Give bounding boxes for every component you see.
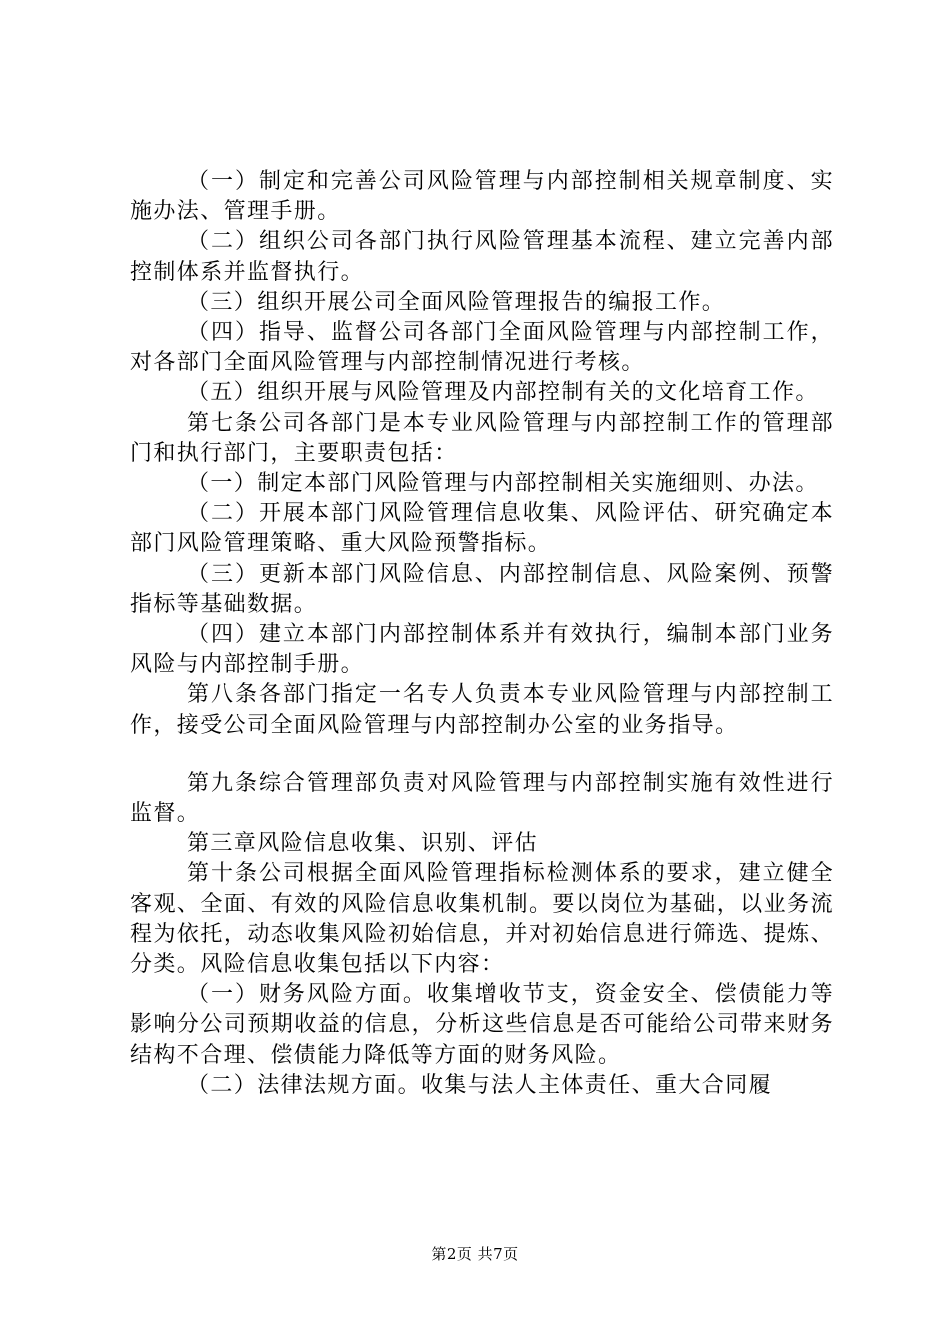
- chapter-heading: 第三章风险信息收集、识别、评估: [187, 831, 539, 857]
- article-8: 第八条各部门指定一名专人负责本专业风险管理与内部控制工作，接受公司全面风险管理与内部控制办公室的业务指导。: [130, 682, 834, 738]
- paragraph-8: （二）开展本部门风险管理信息收集、风险评估、研究确定本部门风险管理策略、重大风险预警指标。: [130, 501, 834, 557]
- document-body: [130, 167, 834, 1101]
- paragraph-1: （一）制定和完善公司风险管理与内部控制相关规章制度、实施办法、管理手册。: [130, 169, 834, 225]
- article-9: 第九条综合管理部负责对风险管理与内部控制实施有效性进行监督。: [130, 770, 834, 827]
- paragraph-4: （四）指导、监督公司各部门全面风险管理与内部控制工作，对各部门全面风险管理与内部控制情况进行考核。: [130, 320, 834, 376]
- article-7: 第七条公司各部门是本专业风险管理与内部控制工作的管理部门和执行部门，主要职责包括：: [130, 410, 834, 466]
- paragraph-5: （五）组织开展与风险管理及内部控制有关的文化培育工作。: [187, 380, 819, 406]
- paragraph-16: （二）法律法规方面。收集与法人主体责任、重大合同履: [187, 1072, 773, 1098]
- paragraph-7: （一）制定本部门风险管理与内部控制相关实施细则、办法。: [187, 471, 819, 497]
- article-10: 第十条公司根据全面风险管理指标检测体系的要求，建立健全客观、全面、有效的风险信息收集机制。要以岗位为基础，以业务流程为依托，动态收集风险初始信息，并对初始信息进行筛选、提炼、分类。风险信息收集包括以下内容：: [130, 861, 834, 978]
- paragraph-9: （三）更新本部门风险信息、内部控制信息、风险案例、预警指标等基础数据。: [130, 561, 834, 617]
- paragraph-3: （三）组织开展公司全面风险管理报告的编报工作。: [187, 289, 726, 315]
- paragraph-2: （二）组织公司各部门执行风险管理基本流程、建立完善内部控制体系并监督执行。: [130, 229, 834, 285]
- paragraph-15: （一）财务风险方面。收集增收节支，资金安全、偿债能力等影响分公司预期收益的信息，分析这些信息是否可能给公司带来财务结构不合理、偿债能力降低等方面的财务风险。: [130, 982, 834, 1068]
- paragraph-gap: [130, 741, 834, 769]
- paragraph-10: （四）建立本部门内部控制体系并有效执行，编制本部门业务风险与内部控制手册。: [130, 622, 834, 678]
- page-number-footer: 第2页 共7页: [431, 1245, 519, 1263]
